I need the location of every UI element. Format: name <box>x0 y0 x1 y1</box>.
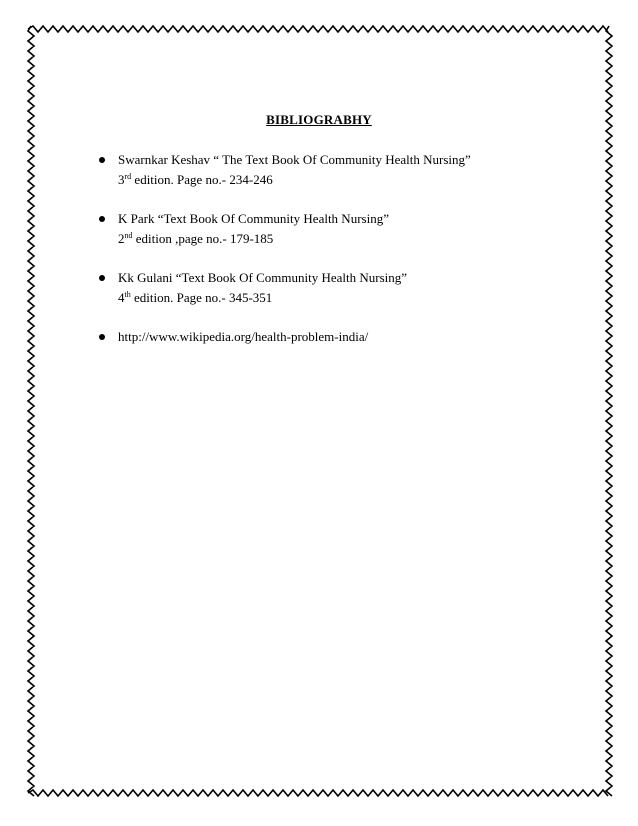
bibliography-entry <box>97 327 557 347</box>
border-bottom <box>28 790 608 796</box>
entry-details <box>118 288 557 308</box>
page-title: BIBLIOGRABHY <box>266 112 372 127</box>
bullet-icon <box>99 275 105 281</box>
bullet-icon <box>99 216 105 222</box>
edition-suffix: th <box>124 290 131 299</box>
entry-citation: K Park “Text Book Of Community Health Nursing” <box>118 211 389 226</box>
bibliography-entry <box>97 209 557 249</box>
bibliography-entry <box>97 150 557 190</box>
edition-number: 3 <box>118 172 125 187</box>
border-right <box>606 26 612 796</box>
edition-number: 4 <box>118 290 125 305</box>
edition-pages: edition ,page no.- 179-185 <box>132 231 274 246</box>
entry-citation: Kk Gulani “Text Book Of Community Health Nursing” <box>118 270 408 285</box>
entry-details <box>118 229 557 249</box>
entry-citation: Swarnkar Keshav “ The Text Book Of Community Health Nursing” <box>118 152 471 167</box>
edition-number: 2 <box>118 231 125 246</box>
edition-suffix: rd <box>124 172 132 181</box>
bullet-icon <box>99 334 105 340</box>
edition-pages: edition. Page no.- 345-351 <box>130 290 273 305</box>
entry-details <box>118 170 557 190</box>
border-top <box>28 26 608 32</box>
border-left <box>28 26 34 796</box>
edition-pages: edition. Page no.- 234-246 <box>131 172 273 187</box>
entry-url: http://www.wikipedia.org/health-problem-india/ <box>118 329 369 344</box>
bibliography-entry <box>97 268 557 308</box>
bibliography-list <box>97 150 557 366</box>
bullet-icon <box>99 157 105 163</box>
edition-suffix: nd <box>124 231 133 240</box>
